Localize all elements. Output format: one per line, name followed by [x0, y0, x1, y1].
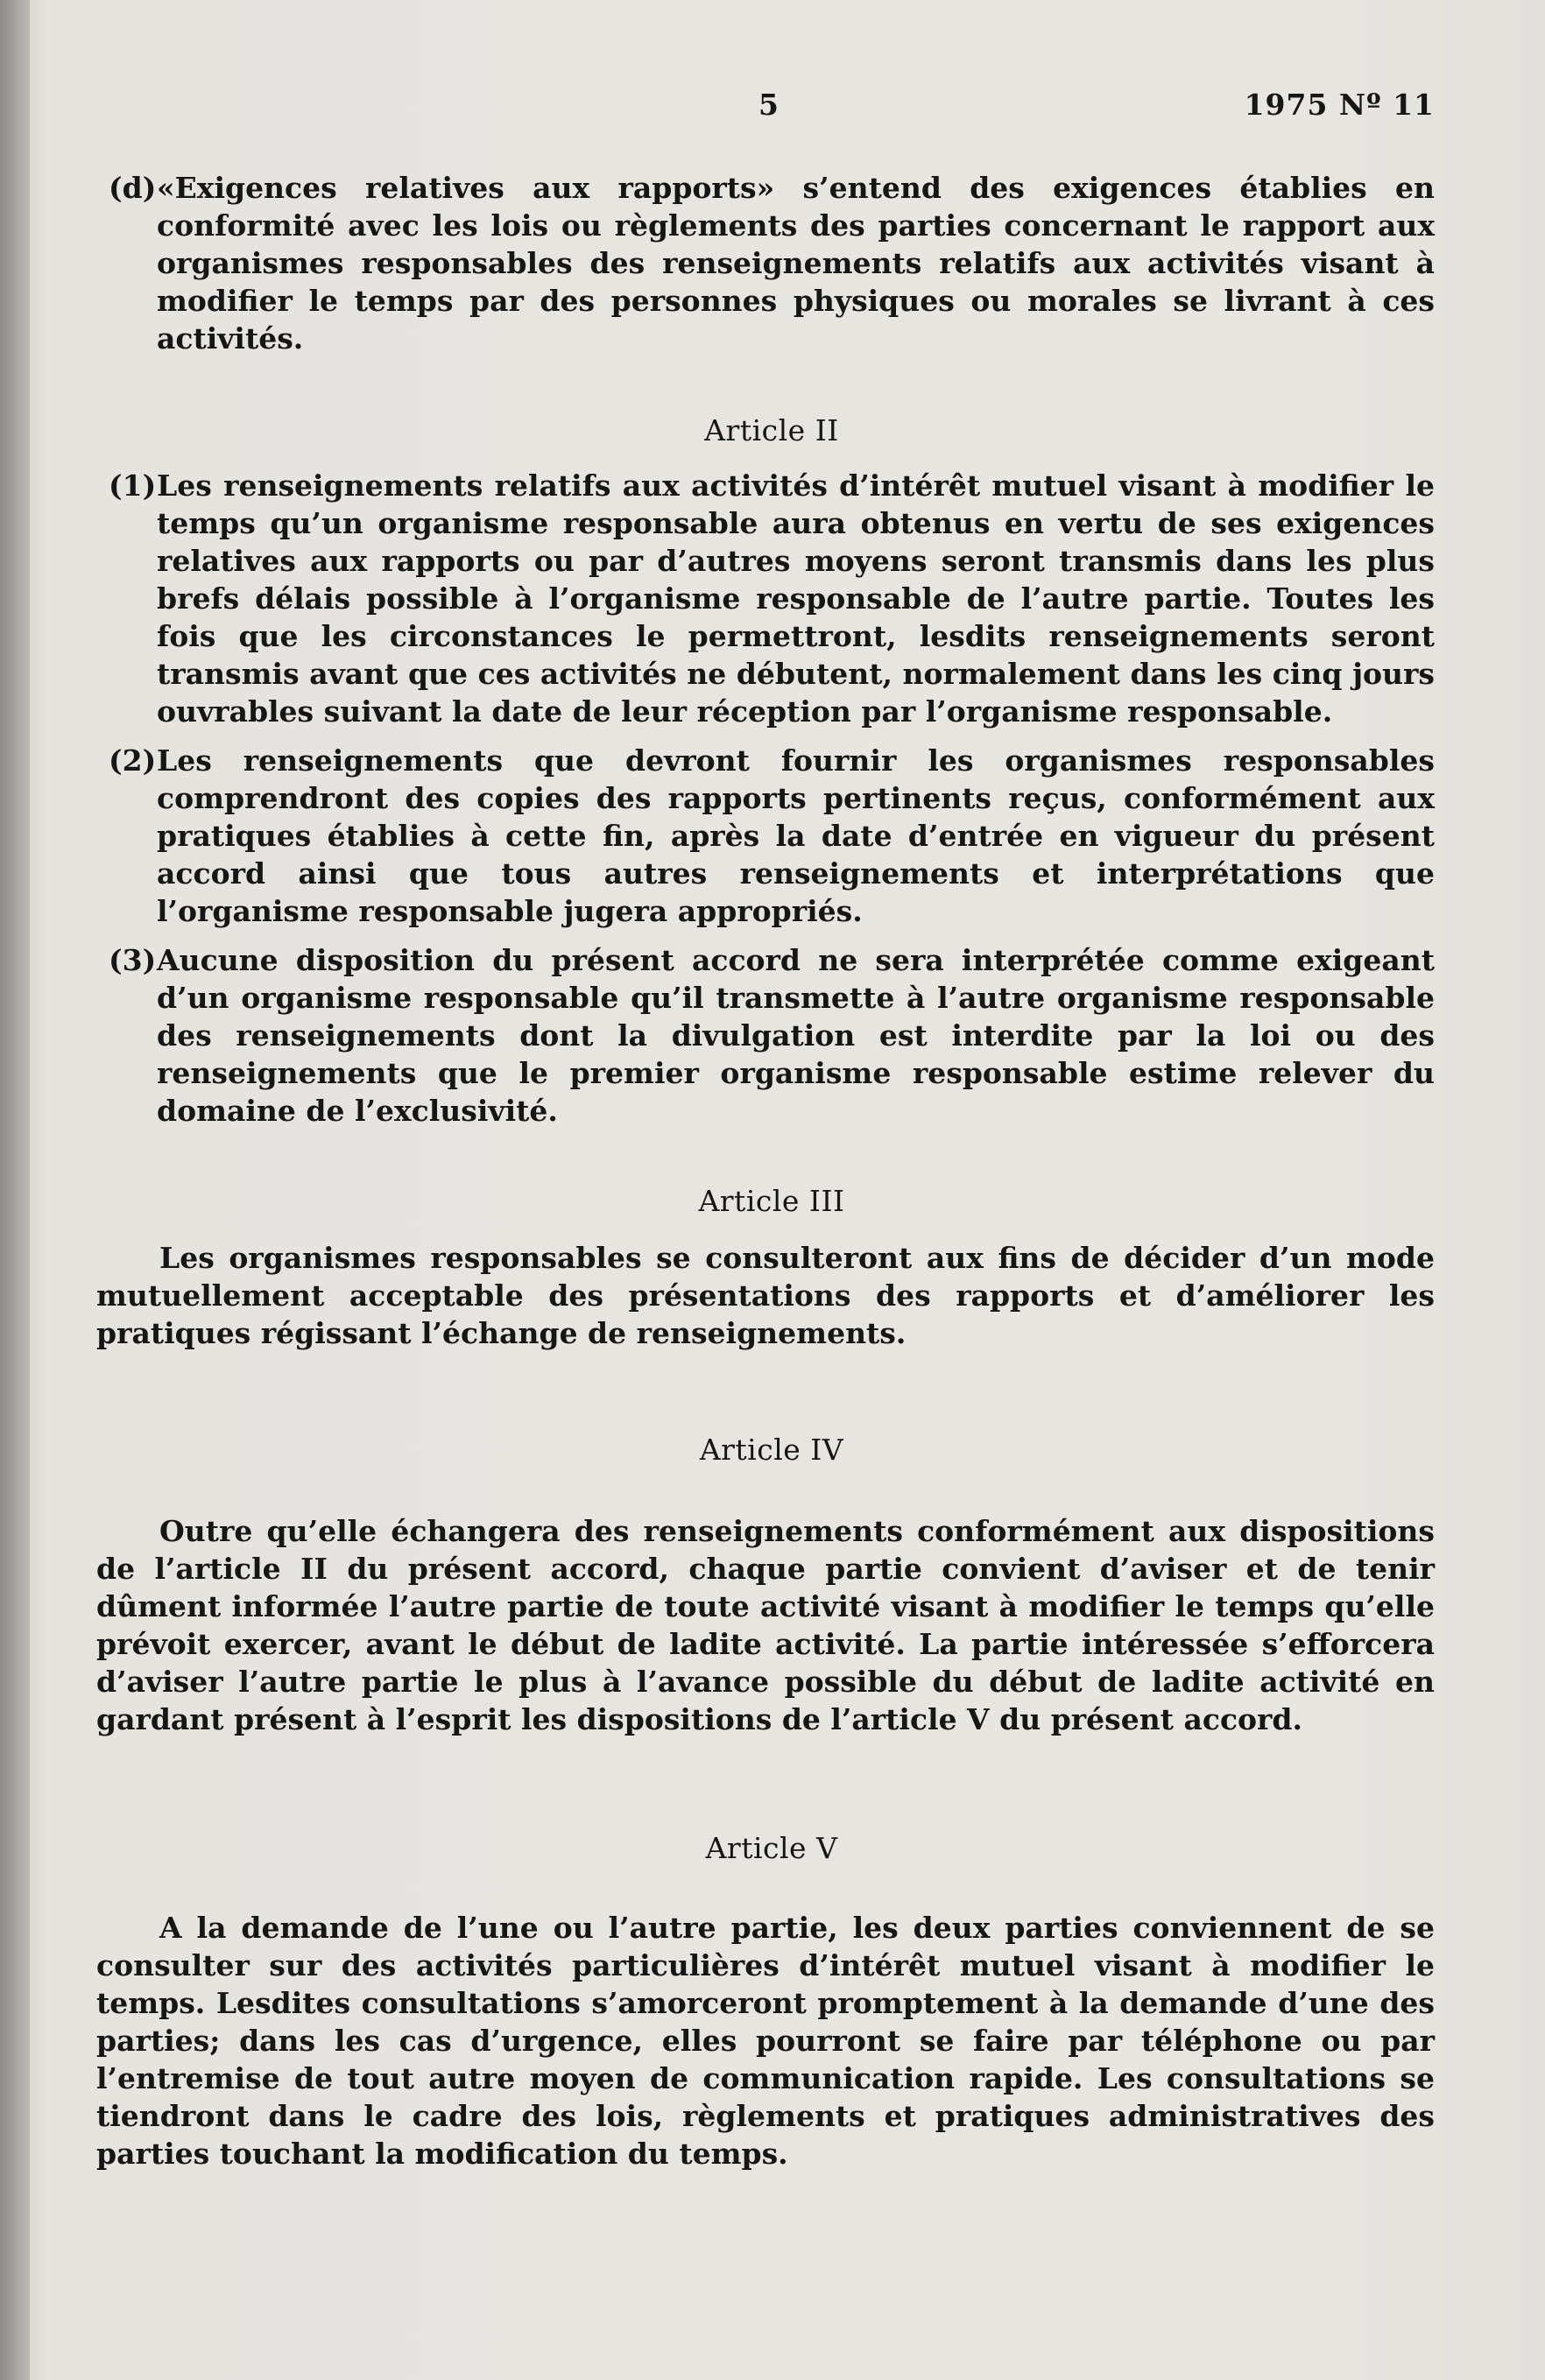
article-iv-heading: Article IV [699, 1433, 844, 1467]
article-ii-item-2 [109, 742, 1435, 930]
item-label: (1) [109, 468, 157, 503]
item-label: (2) [109, 743, 157, 778]
item-label: (d) [109, 171, 157, 205]
article-ii-item-3 [109, 941, 1435, 1130]
page-body [96, 169, 1435, 2172]
item-text: «Exigences relatives aux rapports» s’entend des exigences établies en conformité avec les lois ou règlements des parties concernant le rapport aux organismes responsables des renseignements relatifs aux activités visant à modifier le temps par des personnes physiques ou morales se livrant à ces activités. [157, 171, 1435, 356]
article-v-heading: Article V [705, 1831, 838, 1865]
article-iv-paragraph: Outre qu’elle échangera des renseignements conformément aux dispositions de l’article II du présent accord, chaque partie convient d’aviser et de tenir dûment informée l’autre partie de toute activité visant à modifier le temps qu’elle prévoit exercer, avant le début de ladite activité. La partie intéressée s’efforcera d’aviser l’autre partie le plus à l’avance possible du début de ladite activité en gardant présent à l’esprit les dispositions de l’article V du présent accord. [96, 1514, 1435, 1736]
binding-shadow [0, 0, 30, 2380]
article-ii-heading: Article II [704, 413, 839, 447]
article-v-paragraph: A la demande de l’une ou l’autre partie, les deux parties conviennent de se consulter sur des activités particulières d’intérêt mutuel visant à modifier le temps. Lesdites consultations s’amorceront promptement à la demande d’une des parties; dans les cas d’urgence, elles pourront se faire par téléphone ou par l’entremise de tout autre moyen de communication rapide. Les consultations se tiendront dans le cadre des lois, règlements et pratiques administratives des parties touchant la modification du temps. [96, 1911, 1435, 2171]
item-label: (3) [109, 943, 157, 977]
definition-item-d [109, 169, 1435, 357]
article-iii-heading: Article III [698, 1184, 845, 1218]
item-text: Les renseignements relatifs aux activités d’intérêt mutuel visant à modifier le temps qu’un organisme responsable aura obtenus en vertu de ses exigences relatives aux rapports ou par d’autres moyens seront transmis dans les plus brefs délais possible à l’organisme responsable de l’autre partie. Toutes les fois que les circonstances le permettront, lesdits renseignements seront transmis avant que ces activités ne débutent, normalement dans les cinq jours ouvrables suivant la date de leur réception par l’organisme responsable. [157, 468, 1435, 729]
article-ii-item-1 [109, 467, 1435, 730]
article-iii-paragraph: Les organismes responsables se consulteront aux fins de décider d’un mode mutuellement acceptable des présentations des rapports et d’améliorer les pratiques régissant l’échange de renseignements. [96, 1241, 1435, 1350]
item-text: Les renseignements que devront fournir les organismes responsables comprendront des copies des rapports pertinents reçus, conformément aux pratiques établies à cette fin, après la date d’entrée en vigueur du présent accord ainsi que tous autres renseignements et interprétations que l’organisme responsable jugera appropriés. [157, 743, 1435, 928]
page-header [0, 88, 1545, 131]
issue-reference: 1975 Nº 11 [1244, 88, 1435, 122]
item-text: Aucune disposition du présent accord ne sera interprétée comme exigeant d’un organisme responsable qu’il transmette à l’autre organisme responsable des renseignements dont la divulgation est interdite par la loi ou des renseignements que le premier organisme responsable estime relever du domaine de l’exclusivité. [157, 943, 1435, 1128]
page-number: 5 [758, 88, 779, 122]
